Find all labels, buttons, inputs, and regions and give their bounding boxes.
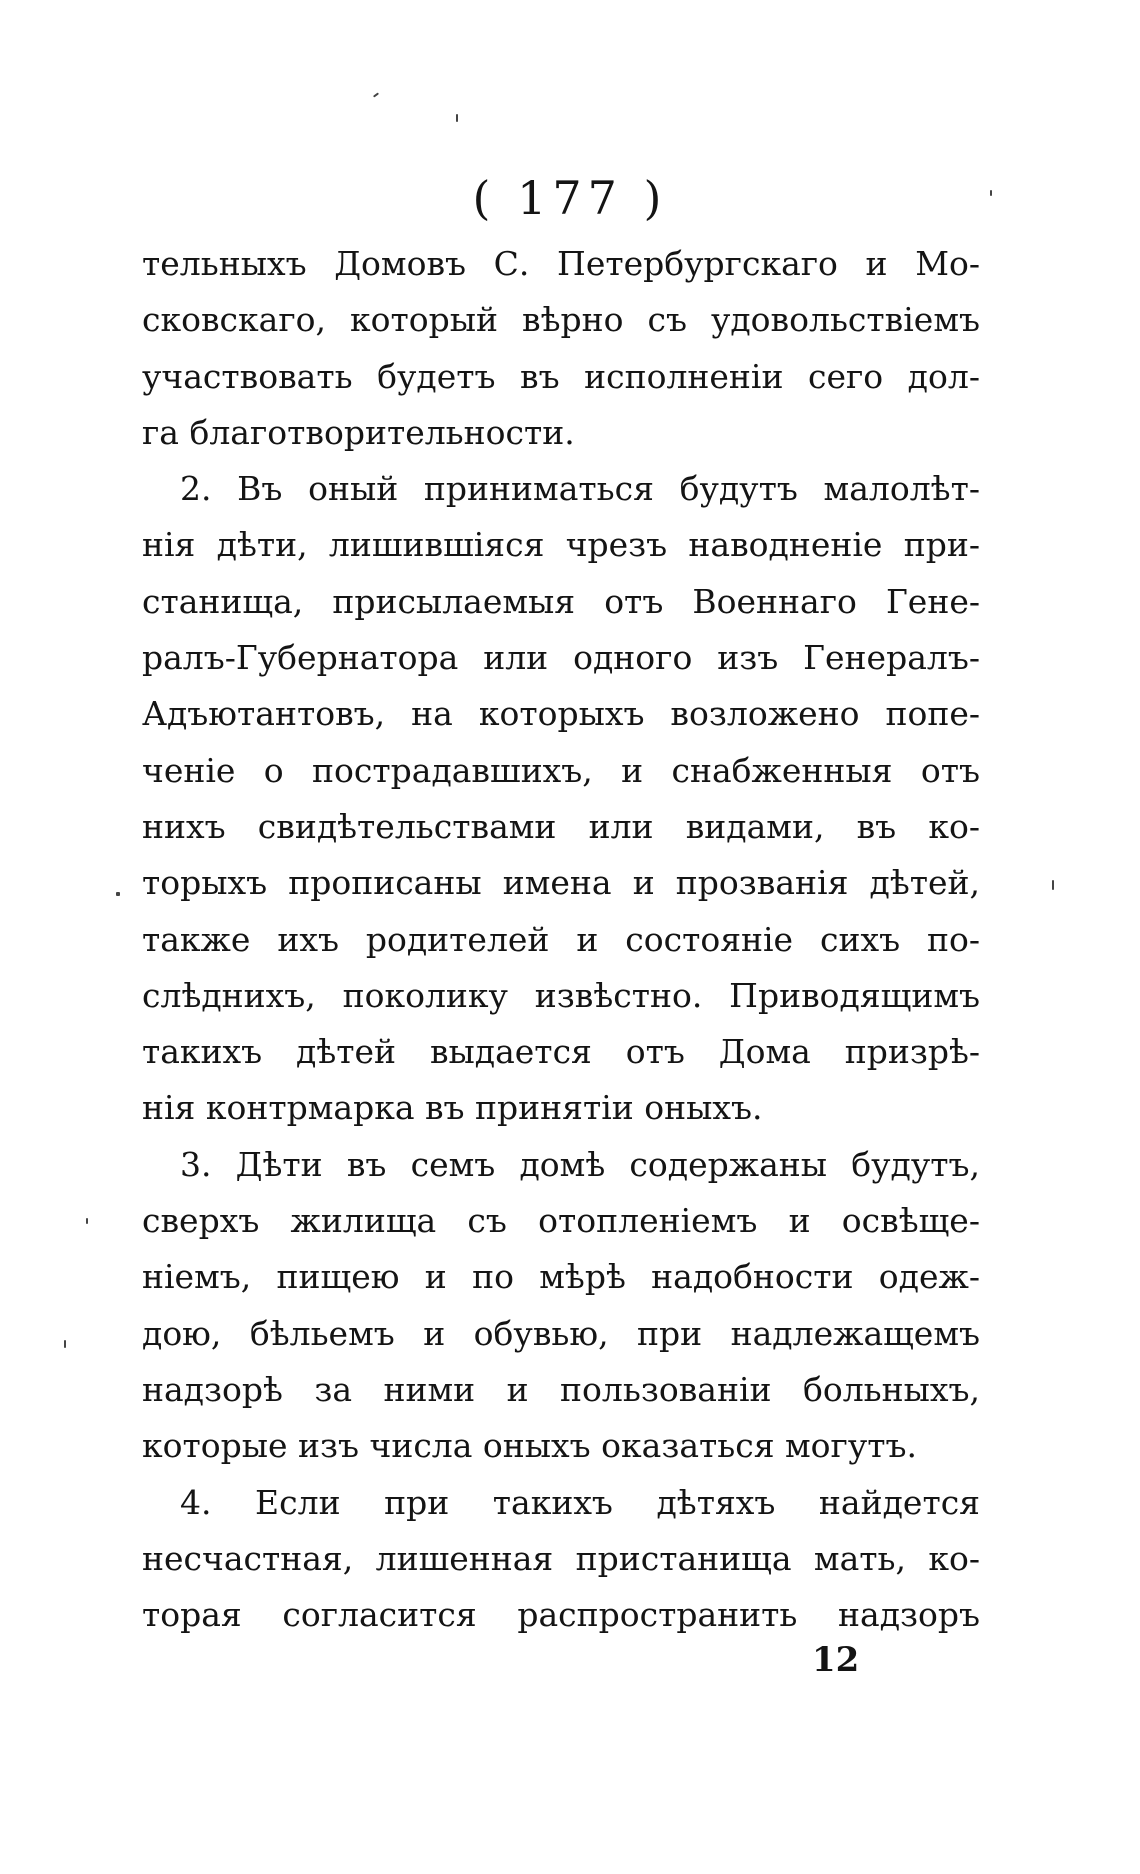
text-line: нія дѣти, лишившіяся чрезъ наводненіе при- — [142, 525, 980, 565]
text-line: сверхъ жилища съ отопленіемъ и освѣще- — [142, 1201, 980, 1241]
scan-speck — [116, 892, 120, 896]
text-line: такихъ дѣтей выдается отъ Дома призрѣ- — [142, 1032, 980, 1072]
paragraph-2-start: 2. Въ оный приниматься будутъ малолѣт- — [180, 469, 980, 509]
printer-signature-mark: 12 — [812, 1640, 860, 1680]
text-line: дою, бѣльемъ и обувью, при надлежащемъ — [142, 1313, 980, 1353]
text-line: тельныхъ Домовъ С. Петербургскаго и Мо- — [142, 244, 980, 283]
text-line: ніемъ, пищею и по мѣрѣ надобности одеж- — [142, 1257, 980, 1297]
text-line: станища, присылаемыя отъ Военнаго Гене- — [142, 581, 980, 621]
scan-speck — [86, 1218, 88, 1224]
text-line: слѣднихъ, поколику извѣстно. Приводящимъ — [142, 975, 980, 1015]
scan-speck — [64, 1340, 66, 1348]
text-line: торая согласится распространить надзоръ — [142, 1595, 980, 1635]
scan-speck — [990, 190, 992, 196]
text-line: га благотворительности. — [142, 412, 575, 452]
scan-speck — [373, 92, 379, 97]
text-line: сковскаго, который вѣрно съ удовольствіемъ — [142, 300, 980, 340]
page-number: ( 177 ) — [472, 171, 668, 225]
text-line: нія контрмарка въ принятіи оныхъ. — [142, 1088, 763, 1128]
text-line: торыхъ прописаны имена и прозванія дѣтей, — [142, 863, 980, 903]
text-line: нихъ свидѣтельствами или видами, въ ко- — [142, 806, 980, 846]
text-line: также ихъ родителей и состояніе сихъ по- — [142, 919, 980, 959]
text-line: участвовать будетъ въ исполненіи сего дол- — [142, 356, 980, 396]
text-line: которые изъ числа оныхъ оказаться могутъ. — [142, 1426, 917, 1466]
scan-speck — [1052, 880, 1054, 890]
text-line: несчастная, лишенная пристанища мать, ко- — [142, 1538, 980, 1578]
text-line: ченіе о пострадавшихъ, и снабженныя отъ — [142, 750, 980, 790]
paragraph-3-start: 3. Дѣти въ семъ домѣ содержаны будутъ, — [180, 1144, 980, 1184]
paragraph-4-start: 4. Если при такихъ дѣтяхъ найдется — [180, 1482, 980, 1522]
text-line: надзорѣ за ними и пользованіи больныхъ, — [142, 1369, 980, 1409]
text-line: ралъ-Губернатора или одного изъ Генералъ- — [142, 638, 980, 678]
text-line: Адъютантовъ, на которыхъ возложено попе- — [142, 694, 980, 734]
body-text — [142, 236, 980, 1643]
scan-speck — [456, 114, 458, 122]
